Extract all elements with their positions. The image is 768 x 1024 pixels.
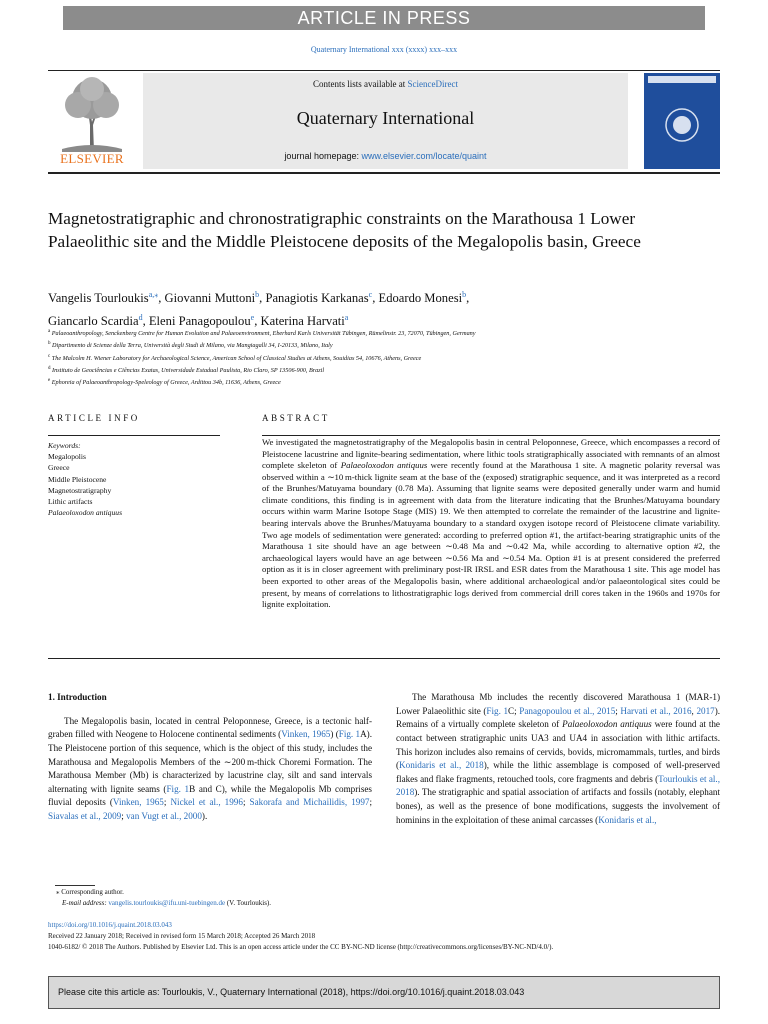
keyword-item: Palaeoloxodon antiquus [48, 508, 123, 518]
email-label: E-mail address: [62, 899, 107, 907]
contents-prefix: Contents lists available at [313, 79, 408, 89]
author-name: Katerina Harvati [260, 314, 345, 329]
sciencedirect-link[interactable]: ScienceDirect [407, 79, 458, 89]
journal-title: Quaternary International [296, 108, 475, 128]
affiliation-line [48, 376, 728, 388]
italic-term: Palaeoloxodon antiquus [562, 719, 652, 730]
affiliation-text: Dipartimento di Scienze della Terra, Università degli Studi di Milano, via Mangiagalli 34, I-20133, Milano, Italy [50, 342, 333, 350]
author-separator: , [259, 291, 266, 306]
abstract-rule [262, 435, 720, 436]
affiliation-marker: b [48, 341, 51, 347]
email-note [62, 898, 742, 909]
reference-link[interactable]: van Vugt et al., 2000 [126, 811, 202, 821]
author-separator: , [142, 314, 149, 329]
author-separator: , [372, 291, 379, 306]
reference-link[interactable]: Konidaris et al., 2018 [399, 760, 484, 771]
affiliation-marker: a [48, 329, 51, 334]
keywords-list [48, 451, 218, 518]
tree-icon [48, 73, 136, 153]
received-dates: Received 22 January 2018; Received in revised form 15 March 2018; Accepted 26 March 2018 [48, 932, 316, 940]
author-affiliation-marker: c [368, 290, 373, 299]
article-info-heading: ARTICLE INFO [48, 413, 140, 423]
abstract-heading: ABSTRACT [262, 413, 330, 423]
elsevier-logo [48, 73, 136, 169]
affiliation-line [48, 339, 728, 351]
header-top-rule [48, 70, 720, 71]
keywords-label: Keywords: [48, 441, 81, 450]
author-affiliation-marker: e [250, 313, 255, 323]
reference-link[interactable]: Panagopoulou et al., 2015 [519, 705, 616, 716]
cover-emblem-icon [664, 107, 700, 143]
author-name: Giovanni Muttoni [164, 291, 256, 306]
reference-link[interactable]: Fig. 1 [166, 783, 190, 794]
reference-link[interactable]: Siavalas et al., 2009 [48, 811, 122, 821]
author-name: Panagiotis Karkanas [265, 291, 369, 306]
keyword-item: Megalopolis [48, 452, 86, 462]
author-list [48, 285, 668, 331]
affiliation-list [48, 327, 728, 389]
intro-column-left [48, 691, 372, 824]
citation-box [48, 976, 720, 1009]
email-suffix: (V. Tourloukis). [225, 899, 272, 907]
contents-lists [143, 79, 628, 89]
author-separator: , [158, 291, 165, 306]
italic-term: Palaeoloxodon antiquus [340, 460, 428, 471]
author-separator: , [254, 314, 261, 329]
reference-link[interactable]: Harvati et al., 2016 [620, 705, 692, 716]
section-heading-introduction: 1. Introduction [48, 692, 107, 702]
affiliation-text: Palaeoanthropology, Senckenberg Centre for Human Evolution and Palaeoenvironment, Eberhard Karls Universität Tübingen, Rümelinstr. 23, 72070, Tübingen, Germany [50, 330, 476, 338]
abstract-text: We investigated the magnetostratigraphy of the Megalopolis basin in central Peloponnese, Greece, which encompasses a record of Pleistocene lacustrine and lignite-bearing sedimentation, where lithic tools stratigraphically associated with remnants of an almost complete skeleton of Palaeoloxodon antiquus were recently found at the Marathousa 1 site. A magnetic polarity reversal was observed within a ∼10 m-thick lignite seam at the base of the (exposed) stratigraphic sequence, and it was interpreted as a record of the Brunhes/Matuyama boundary (0.78 Ma). Assuming that lignite seams were deposited generally under warm and humid climate conditions, this finding is in agreement with data from the literature indicating that the Brunhes/Matuyama boundary occurs within warm Marine Isotope Stage (MIS) 19. We then attempted to correlate the remainder of the lacustrine and lignite-bearing intervals above the Brunhes/Matuyama boundary to a standard oxygen isotope record of Pleistocene climate variability. Two age models of sedimentation were generated: according to preferred option #1, the artifact-bearing stratigraphic units of the Marathousa 1 site should have an age between ∼0.48 Ma and ∼0.42 Ma, while according to alternative option #2, the archaeological layers would have an age between ∼0.56 Ma and ∼0.54 Ma. Option #1 is at present considered the preferred option as it is in closer agreement with preliminary post-IR IRSL and ESR dates from the Marathousa 1 site. This age model has been exported to other areas of the Megalopolis basin, where additional archaeological and/or palaeontological sites could be present, by means of correlations to lithostratigraphic logs derived from commercial drill cores taken in the 1960s and 1970s for lignite exploitation. [262, 437, 720, 610]
journal-homepage [143, 151, 628, 161]
author-affiliation-marker: d [138, 313, 143, 323]
article-info-rule [48, 435, 220, 436]
journal-header [143, 73, 628, 169]
keyword-item: Magnetostratigraphy [48, 485, 112, 495]
author-name: Edoardo Monesi [378, 291, 463, 306]
author-affiliation-marker: b [255, 290, 260, 299]
keywords-block [48, 440, 218, 518]
intro-paragraph-1: The Megalopolis basin, located in central Peloponnese, Greece, is a tectonic half-graben filled with Neogene to Holocene continental sediments (Vinken, 1965) (Fig. 1A). The Pleistocene portion of this sequence, which is the object of this study, includes the Marathousa and Megalopolis Members of the ∼200 m-thick Choremi Formation. The Marathousa Member (Mb) is characterized by lacustrine clay, silt and sand intervals alternating with lignite seams (Fig. 1B and C), while the Megalopolis Mb comprises fluvial deposits (Vinken, 1965; Nickel et al., 1996; Sakorafa and Michailidis, 1997; Siavalas et al., 2009; van Vugt et al., 2000). [48, 715, 372, 821]
article-in-press-banner: ARTICLE IN PRESS [63, 6, 705, 30]
affiliation-line [48, 352, 728, 364]
cover-title-strip [648, 76, 716, 83]
author-name: Eleni Panagopoulou [148, 314, 251, 329]
citation-text: Please cite this article as: Tourloukis, V., Quaternary International (2018), https://doi.org/10.1016/j.quaint.2018.03.043 [58, 987, 525, 997]
affiliation-line [48, 327, 728, 339]
doi-link[interactable]: https://doi.org/10.1016/j.quaint.2018.03.043 [48, 921, 172, 929]
reference-link[interactable]: Nickel et al., 1996 [170, 797, 243, 808]
intro-paragraph-2: The Marathousa Mb includes the recently discovered Marathousa 1 (MAR-1) Lower Palaeolithic site (Fig. 1C; Panagopoulou et al., 2015; Harvati et al., 2016, 2017). Remains of a virtually complete skeleton of Palaeoloxodon antiquus were found at the contact between stratigraphic units UA3 and UA4 in association with lithic artifacts. This horizon includes also remains of cervids, bovids, micromammals, turtles, and birds (Konidaris et al., 2018), while the lithic assemblage is composed of well-preserved flakes and flake fragments, retouched tools, core fragments and debris (Tourloukis et al., 2018). The stratigraphic and spatial association of artifacts and fossils (notably, elephant bones), as well as the presence of bone modifications, suggests the involvement of hominins in the exploitation of these animal carcasses (Konidaris et al., [396, 692, 721, 825]
affiliation-line [48, 364, 728, 376]
affiliation-marker: c [48, 353, 51, 359]
article-title: Magnetostratigraphic and chronostratigraphic constraints on the Marathousa 1 Lower Palaeolithic site and the Middle Pleistocene deposits of the Megalopolis basin, Greece [48, 209, 641, 251]
corresponding-author-note: ⁎ Corresponding author. [56, 888, 124, 896]
footnote-rule [55, 885, 95, 886]
reference-link[interactable]: Tourloukis et al., 2018 [396, 773, 720, 798]
author-affiliation-marker: b [462, 290, 467, 299]
affiliation-marker: e [48, 378, 51, 384]
journal-cover-thumbnail[interactable] [644, 73, 720, 169]
keyword-item: Greece [48, 463, 70, 473]
reference-link[interactable]: 2017 [696, 705, 715, 716]
homepage-link[interactable]: www.elsevier.com/locate/quaint [361, 151, 487, 161]
elsevier-wordmark: ELSEVIER [60, 151, 124, 166]
affiliation-text: Ephoreia of Palaeoanthropology-Speleology of Greece, Ardittou 34b, 11636, Athens, Greece [50, 379, 281, 387]
email-link[interactable]: vangelis.tourloukis@ifu.uni-tuebingen.de [108, 899, 226, 907]
license-note: 1040-6182/ © 2018 The Authors. Published by Elsevier Ltd. This is an open access article under the CC BY-NC-ND license (http://creativecommons.org/licenses/BY-NC-ND/4.0/). [48, 943, 554, 951]
affiliation-text: Instituto de Geociências e Ciências Exatas, Universidade Estadual Paulista, Rio Claro, SP 13506-900, Brazil [50, 367, 325, 375]
header-bottom-rule [48, 172, 720, 174]
author-name: Giancarlo Scardia [48, 314, 139, 329]
keyword-item: Lithic artifacts [48, 497, 93, 507]
author-separator: , [466, 291, 470, 306]
reference-link[interactable]: Vinken, 1965 [281, 729, 331, 740]
affiliation-marker: d [48, 366, 51, 372]
author-name: Vangelis Tourloukis [48, 291, 149, 306]
reference-link[interactable]: Fig. 1 [338, 729, 361, 740]
intro-column-right [396, 691, 720, 827]
homepage-prefix: journal homepage: [284, 151, 362, 161]
reference-link[interactable]: Vinken, 1965 [112, 797, 164, 808]
author-affiliation-marker: a [344, 313, 349, 323]
author-affiliation-marker: a,⁎ [148, 290, 159, 299]
reference-link[interactable]: Fig. 1 [486, 705, 509, 716]
reference-link[interactable]: Konidaris et al., [598, 814, 657, 825]
reference-link[interactable]: Sakorafa and Michailidis, 1997 [249, 797, 370, 808]
journal-reference-link[interactable]: Quaternary International xxx (xxxx) xxx–xxx [310, 45, 458, 54]
affiliation-text: The Malcolm H. Wiener Laboratory for Archaeological Science, American School of Classical Studies at Athens, Souidias 54, 10676, Athens, Greece [50, 354, 422, 362]
abstract-bottom-rule [48, 658, 720, 659]
keyword-item: Middle Pleistocene [48, 474, 107, 484]
